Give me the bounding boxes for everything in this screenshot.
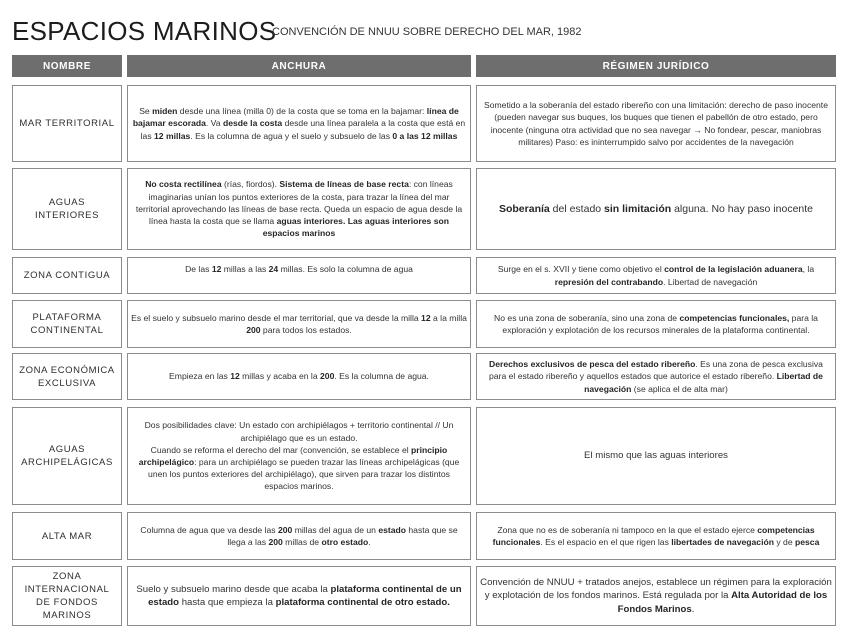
bold-run: 12 millas: [154, 130, 191, 141]
row-name-label: AGUAS ARCHIPELÁGICAS: [21, 444, 113, 468]
bold-run: estado: [378, 524, 407, 535]
row-regimen-mar-territorial: [476, 85, 836, 162]
row-name-plataforma-continental: [12, 300, 122, 348]
row-anchura-alta-mar: [127, 512, 471, 560]
row-anchura-zona-economica-exclusiva: [127, 353, 471, 400]
bold-run: 200: [246, 325, 261, 335]
header-regimen: RÉGIMEN JURÍDICO: [476, 55, 836, 77]
row-anchura-aguas-archipelagicas: [127, 407, 471, 505]
row-name-zona-economica-exclusiva: [12, 353, 122, 400]
row-regimen-zona-internacional-fondos-marinos: [476, 566, 836, 626]
bold-run: 200: [268, 537, 283, 547]
row-anchura-mar-territorial: [127, 85, 471, 162]
bold-run: 12: [211, 264, 222, 274]
row-anchura-zona-contigua: [127, 257, 471, 294]
row-name-aguas-interiores: [12, 168, 122, 250]
bold-run: competencias funcionales,: [679, 312, 790, 323]
bold-run: libertades de navegación: [671, 537, 774, 547]
row-anchura-text: Se miden desde una línea (milla 0) de la costa que se toma en la bajamar: línea de bajamar escorada. Va desde la costa desde una línea paralela a la costa que está en las 12 millas. Es la columna de agua y el suelo y subsuelo de las 0 a las 12 millas: [132, 106, 466, 141]
row-name-aguas-archipelagicas: [12, 407, 122, 505]
bold-run: desde la costa: [222, 118, 283, 129]
page-subtitle: CONVENCIÓN DE NNUU SOBRE DERECHO DEL MAR, 1982: [272, 26, 582, 38]
bold-run: 24: [268, 264, 279, 274]
row-anchura-text: No costa rectilínea (rías, fiordos). Sistema de líneas de base recta: con líneas imaginarias unían los puntos exteriores de la costa, para trazar la línea del mar territorial aprovechando las líneas de base recta. Queda un espacio de agua desde la línea hasta la costa que se llama aguas interiores. Las aguas interiores son espacios marinos: [135, 179, 463, 239]
row-name-zona-contigua: [12, 257, 122, 294]
row-regimen-text: Soberanía del estado sin limitación alguna. No hay paso inocente: [498, 203, 814, 215]
bold-run: aguas interiores. Las aguas interiores son espacios marinos: [262, 216, 449, 239]
row-regimen-text: Sometido a la soberanía del estado ribereño con una limitación: derecho de paso inocente (pueden navegar sus buques, los buques que tienen el pabellón de otro estado, pero inocente (ninguna otra actividad que no sea navegar → No fondear, pescar, maniobras militares) Paso: es ininterrumpido salvo por accidentes de la navegación: [484, 100, 828, 147]
row-regimen-text: Surge en el s. XVII y tiene como objetivo el control de la legislación aduanera, la represión del contrabando. Libertad de navegación: [497, 264, 815, 287]
row-regimen-text: Derechos exclusivos de pesca del estado ribereño. Es una zona de pesca exclusiva para el estado ribereño y aquellos estados que autorice el estado ribereño. Libertad de navegación (se aplica el de alta mar): [489, 359, 823, 394]
bold-run: principio archipelágico: [138, 444, 448, 467]
bold-run: Alta Autoridad de los Fondos Marinos: [617, 590, 828, 615]
bold-run: 200: [320, 371, 335, 382]
header-anchura: ANCHURA: [127, 55, 471, 77]
row-name-alta-mar: [12, 512, 122, 560]
row-name-label: ALTA MAR: [41, 530, 93, 542]
row-name-zona-internacional-fondos-marinos: [12, 566, 122, 626]
row-regimen-aguas-archipelagicas: [476, 407, 836, 505]
bold-run: Libertad de navegación: [584, 371, 823, 394]
row-name-label: ZONA INTERNACIONAL DE FONDOS MARINOS: [24, 571, 110, 621]
row-regimen-alta-mar: [476, 512, 836, 560]
bold-run: 0 a las 12 millas: [392, 130, 458, 141]
row-name-label: ZONA CONTIGUA: [23, 270, 111, 281]
bold-run: otro estado: [321, 537, 369, 547]
row-anchura-zona-internacional-fondos-marinos: [127, 566, 471, 626]
bold-run: sin limitación: [604, 203, 672, 215]
row-regimen-zona-contigua: [476, 257, 836, 294]
bold-run: 12: [230, 371, 240, 382]
row-name-mar-territorial: [12, 85, 122, 162]
row-regimen-text: No es una zona de soberanía, sino una zona de competencias funcionales, para la exploración y explotación de los recursos minerales de la plataforma continental.: [494, 312, 818, 335]
row-regimen-text: Zona que no es de soberanía ni tampoco en la que el estado ejerce competencias funcionales. Es el espacio en el que rigen las libertades de navegación y de pesca: [492, 524, 820, 547]
row-name-label: AGUAS INTERIORES: [34, 197, 100, 221]
row-anchura-plataforma-continental: [127, 300, 471, 348]
bold-run: plataforma continental de otro estado.: [275, 597, 450, 608]
bold-run: Soberanía: [498, 203, 550, 215]
row-anchura-aguas-interiores: [127, 168, 471, 250]
row-name-label: ZONA ECONÓMICA EXCLUSIVA: [19, 364, 115, 389]
bold-run: competencias funcionales: [492, 524, 815, 547]
bold-run: pesca: [795, 537, 820, 547]
bold-run: Derechos exclusivos de pesca del estado ribereño: [489, 359, 696, 370]
row-anchura-text: Dos posibilidades clave: Un estado con archipiélagos + territorio continental // Un archipiélago que es un estado. Cuando se reforma el derecho del mar (convención, se establece el principio archipelágico: para un archipiélago se pueden trazar las líneas archipelágicas (que unen los puntos exteriores del archipiélago), que sirven para trazar los distintos espacios marinos.: [138, 420, 460, 492]
bold-run: Sistema de líneas de base recta: [279, 179, 409, 190]
row-regimen-zona-economica-exclusiva: [476, 353, 836, 400]
bold-run: control de la legislación aduanera: [664, 264, 803, 275]
bold-run: 12: [421, 312, 431, 323]
bold-run: línea de bajamar escorada: [132, 106, 459, 129]
row-anchura-text: Suelo y subsuelo marino desde que acaba la plataforma continental de un estado hasta que empieza la plataforma continental de otro estado.: [136, 583, 462, 608]
bold-run: plataforma continental de un estado: [148, 583, 462, 608]
row-anchura-text: Empieza en las 12 millas y acaba en la 200. Es la columna de agua.: [169, 371, 429, 382]
row-regimen-plataforma-continental: [476, 300, 836, 348]
row-regimen-aguas-interiores: [476, 168, 836, 250]
row-regimen-text: El mismo que las aguas interiores: [584, 450, 728, 462]
bold-run: miden: [152, 106, 178, 117]
bold-run: represión del contrabando: [554, 276, 664, 287]
row-name-label: MAR TERRITORIAL: [19, 118, 115, 129]
bold-run: No costa rectilínea: [145, 179, 222, 190]
row-anchura-text: Columna de agua que va desde las 200 millas del agua de un estado hasta que se llega a las 200 millas de otro estado.: [140, 524, 458, 547]
row-name-label: PLATAFORMA CONTINENTAL: [30, 312, 104, 336]
row-anchura-text: Es el suelo y subsuelo marino desde el mar territorial, que va desde la milla 12 a la milla 200 para todos los estados.: [131, 312, 467, 335]
row-anchura-text: De las 12 millas a las 24 millas. Es solo la columna de agua: [185, 264, 413, 274]
bold-run: 200: [277, 524, 293, 535]
row-regimen-text: Convención de NNUU + tratados anejos, establece un régimen para la exploración y explotación de los fondos marinos. Está regulada por la Alta Autoridad de los Fondos Marinos.: [480, 576, 832, 615]
header-nombre: NOMBRE: [12, 55, 122, 77]
page-title: ESPACIOS MARINOS: [12, 16, 277, 46]
